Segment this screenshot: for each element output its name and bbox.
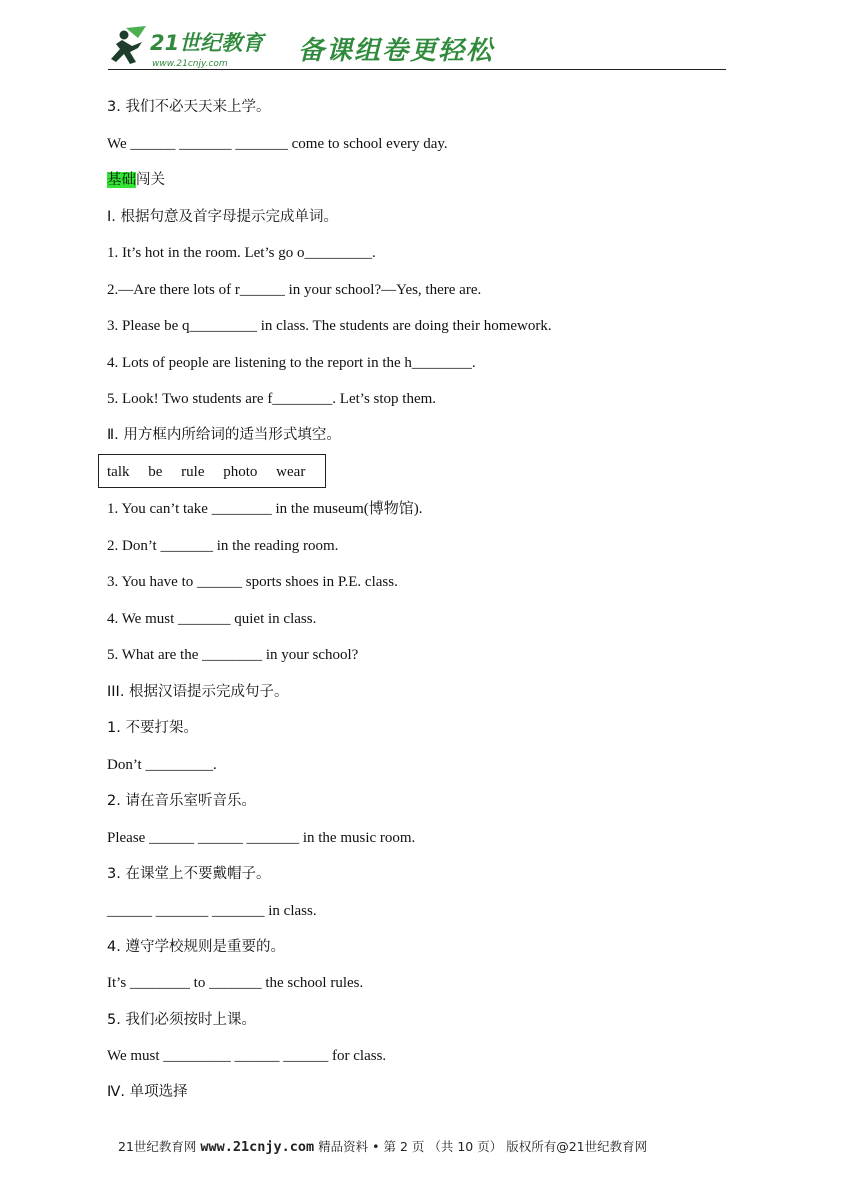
part3-sentence: It’s ________ to _______ the school rules. <box>107 975 364 991</box>
section-title-rest: 闯关 <box>136 172 165 188</box>
part2-item: 1. You can’t take ________ in the museum(博物馆). <box>107 501 423 517</box>
part1-item: 4. Lots of people are listening to the report in the h________. <box>107 355 476 371</box>
word-box-word: wear <box>276 464 306 480</box>
word-box <box>98 454 326 488</box>
part2-item: 4. We must _______ quiet in class. <box>107 611 317 627</box>
part3-sentence: We must _________ ______ ______ for class. <box>107 1048 387 1064</box>
word-box-word: rule <box>181 464 205 480</box>
part3-sentence: Don’t _________. <box>107 757 217 773</box>
runner-icon <box>111 26 146 64</box>
part3-prompt: 4. 遵守学校规则是重要的。 <box>107 939 285 955</box>
part3-sentence: ______ _______ _______ in class. <box>107 903 317 919</box>
part2-item: 5. What are the ________ in your school? <box>107 647 359 663</box>
section-title <box>107 170 165 190</box>
logo <box>108 24 284 70</box>
word-box-word: photo <box>223 464 258 480</box>
header-divider <box>108 69 726 70</box>
section-title-highlight: 基础 <box>107 172 136 188</box>
word-box-word: be <box>148 464 163 480</box>
part3-sentence: Please ______ ______ _______ in the music room. <box>107 830 416 846</box>
part3-title: III. 根据汉语提示完成句子。 <box>107 684 289 700</box>
part2-item: 3. You have to ______ sports shoes in P.E. class. <box>107 574 398 590</box>
part4-title: Ⅳ. 单项选择 <box>107 1084 188 1100</box>
part1-title: Ⅰ. 根据句意及首字母提示完成单词。 <box>107 209 338 225</box>
part3-prompt: 2. 请在音乐室听音乐。 <box>107 793 256 809</box>
prev-question-sentence: We ______ _______ _______ come to school every day. <box>107 136 448 152</box>
part1-item: 3. Please be q_________ in class. The students are doing their homework. <box>107 318 552 334</box>
part2-item: 2. Don’t _______ in the reading room. <box>107 538 339 554</box>
part1-item: 1. It’s hot in the room. Let’s go o_________. <box>107 245 376 261</box>
page-footer <box>118 1138 647 1156</box>
header-slogan: 备课组卷更轻松 <box>298 36 495 66</box>
page-header <box>108 24 726 70</box>
part1-item: 2.—Are there lots of r______ in your school?—Yes, there are. <box>107 282 482 298</box>
footer-info: 精品资料 • 第 2 页 （共 10 页） 版权所有@21世纪教育网 <box>318 1139 648 1154</box>
word-box-word: talk <box>107 464 130 480</box>
word-box-words <box>107 462 305 482</box>
part3-prompt: 5. 我们必须按时上课。 <box>107 1012 256 1028</box>
logo-text: 21世纪教育 <box>150 31 264 55</box>
prev-question-prompt: 3. 我们不必天天来上学。 <box>107 99 271 115</box>
part3-prompt: 3. 在课堂上不要戴帽子。 <box>107 866 271 882</box>
part2-title: Ⅱ. 用方框内所给词的适当形式填空。 <box>107 427 341 443</box>
footer-site-url[interactable]: www.21cnjy.com <box>200 1139 315 1155</box>
logo-url: www.21cnjy.com <box>152 59 228 69</box>
part1-item: 5. Look! Two students are f________. Let’s stop them. <box>107 391 437 407</box>
footer-site-name: 21世纪教育网 <box>118 1139 197 1154</box>
part3-prompt: 1. 不要打架。 <box>107 720 198 736</box>
